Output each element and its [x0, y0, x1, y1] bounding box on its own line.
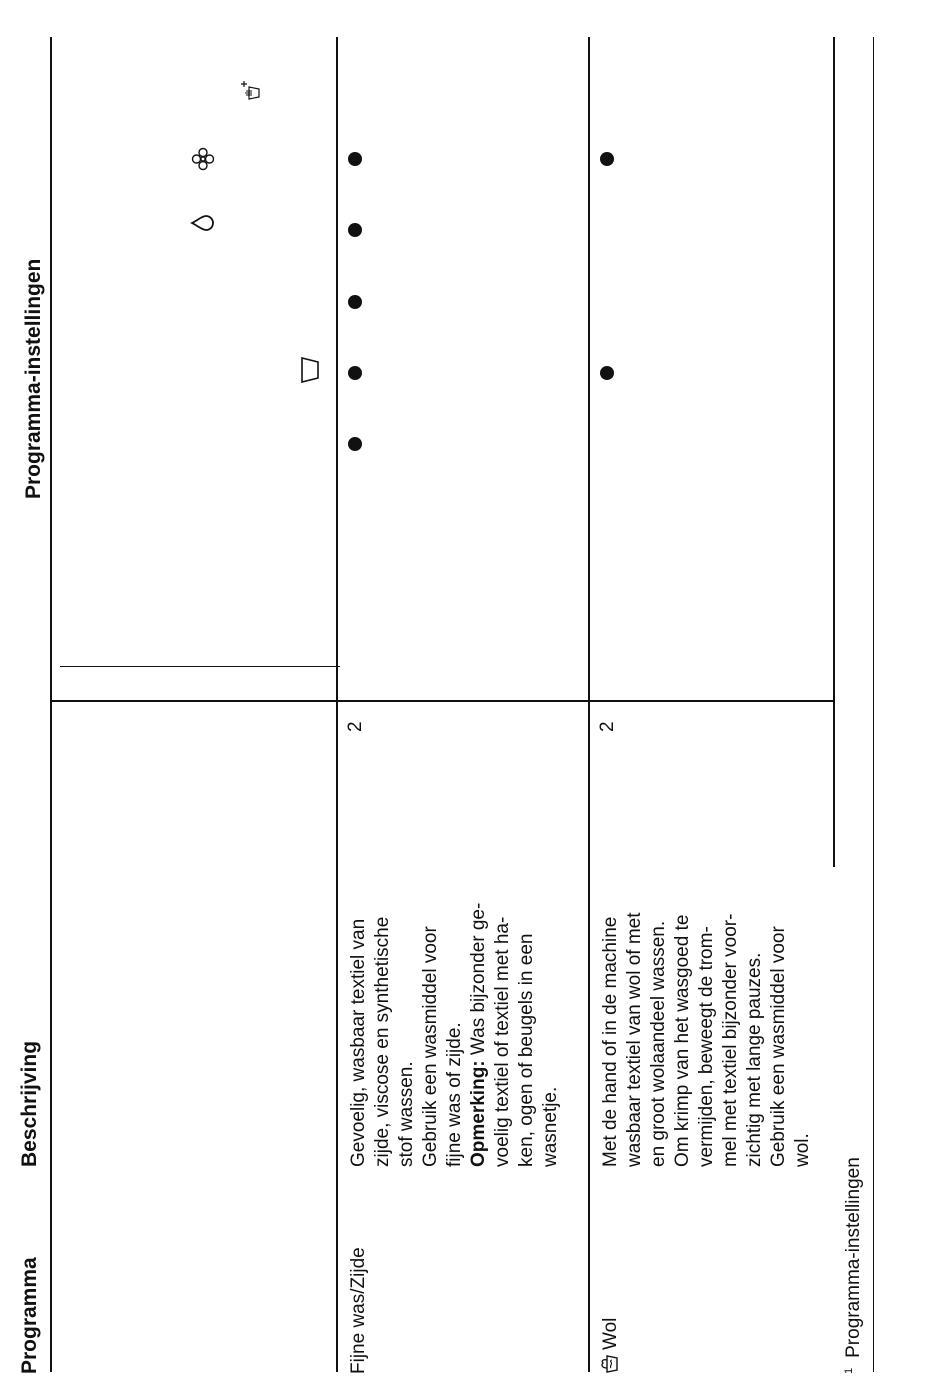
setting-dot: [348, 295, 362, 309]
tip-line: wol.: [792, 1133, 813, 1167]
flower-icon: [191, 147, 215, 171]
tip-line: vermijden, beweegt de trom-: [696, 926, 717, 1167]
tip-line: Om krimp van het wasgoed te: [672, 914, 693, 1167]
column-divider: [50, 700, 833, 702]
tip-line: zichtig met lange pauzes.: [744, 952, 765, 1167]
header-programma: Programma: [18, 1257, 41, 1374]
program-name: [599, 1318, 623, 1374]
note-line: voelig textiel of textiel met ha-: [492, 916, 513, 1167]
note-line: ken, ogen of beugels in een: [516, 933, 537, 1167]
row-divider: [588, 37, 590, 1372]
program-number: 2: [345, 721, 366, 732]
setting-dot: [348, 223, 362, 237]
wool-handwash-icon: [599, 1354, 619, 1374]
header-bottom-rule: [336, 37, 338, 1372]
description-line: stof wassen.: [396, 1061, 417, 1167]
tip-line: mel met textiel bijzonder voor-: [720, 913, 741, 1167]
program-description: [599, 727, 815, 1167]
setting-dot: [600, 152, 614, 166]
note-label: Opmerking:: [468, 1060, 489, 1167]
description-line: Met de hand of in de machine: [600, 916, 621, 1167]
program-number: 2: [597, 721, 618, 732]
program-label: Wol: [600, 1317, 621, 1350]
footnote: [843, 1157, 865, 1374]
setting-dot: [348, 152, 362, 166]
description-line: zijde, viscose en synthetische: [372, 916, 393, 1167]
setting-dot: [600, 366, 614, 380]
settings-subheader-rule: [60, 666, 340, 667]
description-line: en groot wolaandeel wassen.: [648, 920, 669, 1167]
description-line: Gevoelig, wasbaar textiel van: [348, 918, 369, 1167]
header-beschrijving: Beschrijving: [18, 1040, 41, 1167]
footnote-text: Programma-instellingen: [843, 1157, 864, 1358]
tip-line: Gebruik een wasmiddel voor: [420, 926, 441, 1167]
footnote-marker: 1: [843, 1367, 855, 1374]
table-top-rule: [50, 37, 52, 1372]
note-line: [467, 727, 491, 1167]
setting-dot: [348, 437, 362, 451]
rinse-icon: [299, 357, 321, 383]
description-line: wasbaar textiel van wol of met: [624, 912, 645, 1167]
note-line: wasnetje.: [540, 1086, 561, 1167]
program-name: Fijne was/Zijde: [348, 1247, 369, 1374]
tip-line: fijne was of zijde.: [444, 1022, 465, 1167]
program-description: [347, 727, 563, 1167]
extra-rinse-icon: [239, 79, 261, 101]
note-text: Was bijzonder ge-: [468, 902, 489, 1056]
water-drop-icon: [190, 214, 214, 232]
header-instellingen: Programma-instellingen: [22, 258, 45, 499]
setting-dot: [348, 366, 362, 380]
tip-line: Gebruik een wasmiddel voor: [768, 926, 789, 1167]
footnote-rule: [873, 37, 874, 1372]
table-bottom-rule: [833, 37, 835, 867]
